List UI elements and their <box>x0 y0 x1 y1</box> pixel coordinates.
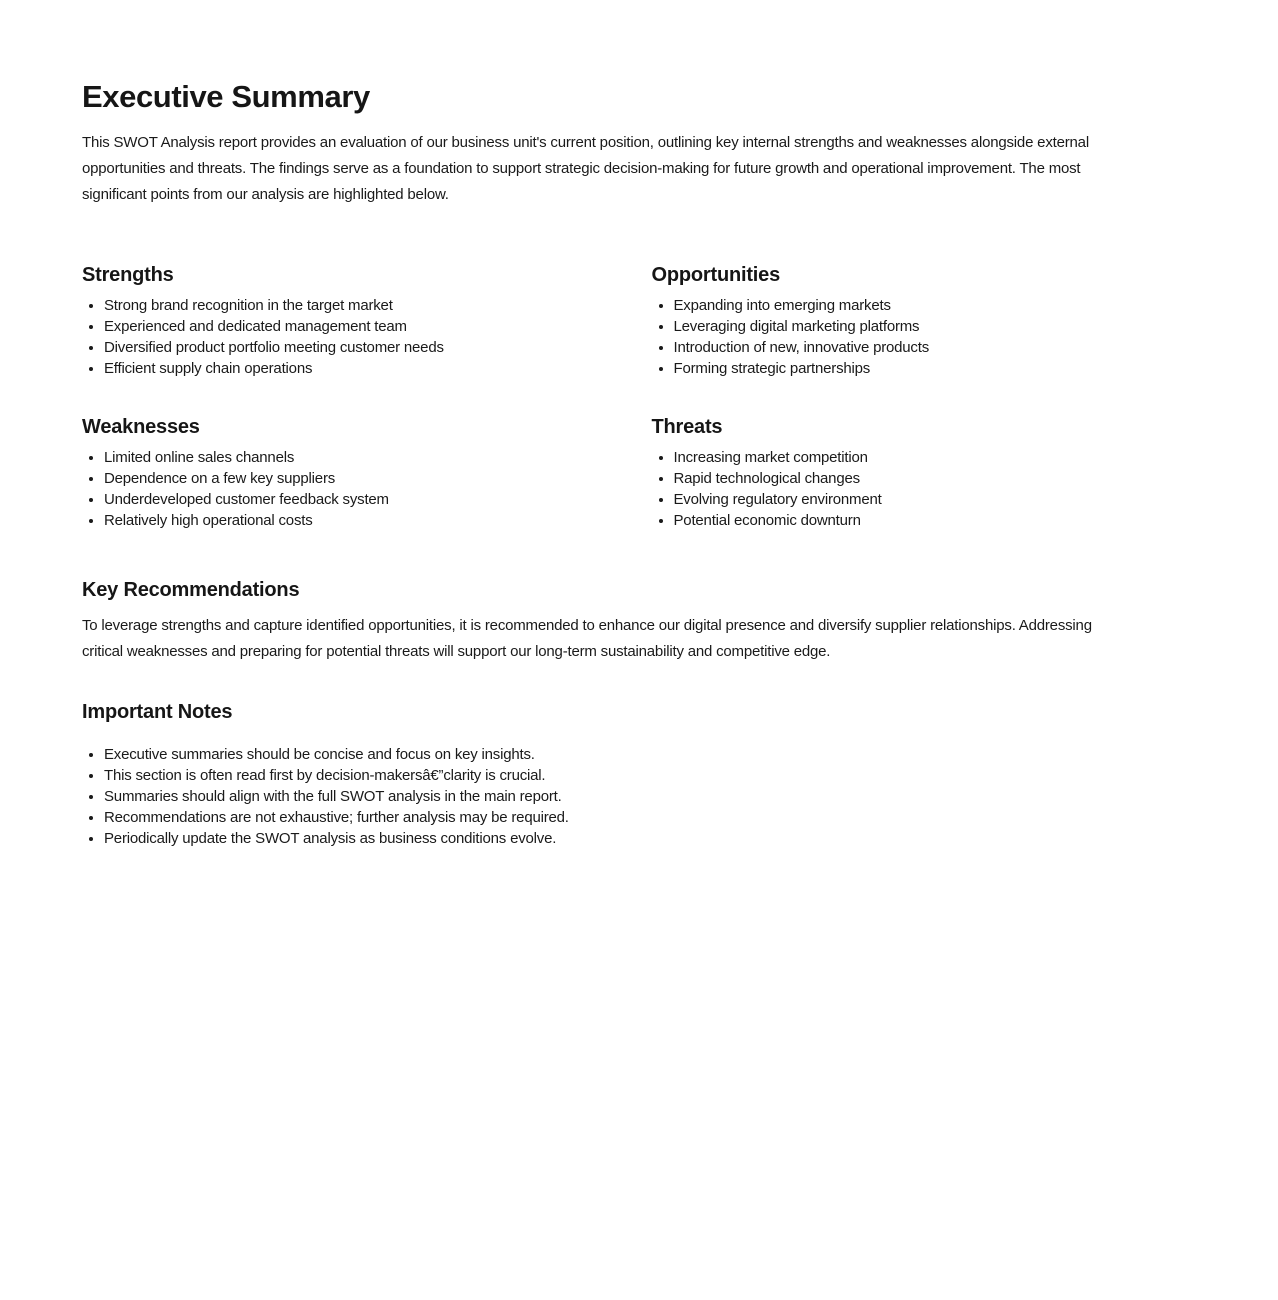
list-item: • Strong brand recognition in the target market <box>104 295 627 316</box>
list-item: • Efficient supply chain operations <box>104 358 627 379</box>
list-item: • Introduction of new, innovative products <box>674 337 1197 358</box>
list-item: • Underdeveloped customer feedback system <box>104 489 627 510</box>
weaknesses-list <box>82 447 627 531</box>
list-item: • Experienced and dedicated management team <box>104 316 627 337</box>
section-threats <box>652 415 1197 531</box>
swot-grid <box>82 263 1196 531</box>
list-item: • Forming strategic partnerships <box>674 358 1197 379</box>
list-item: • Executive summaries should be concise and focus on key insights. <box>104 744 1196 765</box>
list-item: • Evolving regulatory environment <box>674 489 1197 510</box>
section-heading-important-notes: Important Notes <box>82 701 233 723</box>
list-item: • Summaries should align with the full SWOT analysis in the main report. <box>104 786 1196 807</box>
section-strengths <box>82 263 627 379</box>
list-item: • Increasing market competition <box>674 447 1197 468</box>
section-heading-strengths: Strengths <box>82 264 174 286</box>
recommendations-line: To leverage strengths and capture identified opportunities, it is recommended to enhance our digital presence and diversify supplier relationships. Addressing <box>82 617 1092 634</box>
list-item: • Leveraging digital marketing platforms <box>674 316 1197 337</box>
list-item: • Periodically update the SWOT analysis as business conditions evolve. <box>104 828 1196 849</box>
section-heading-opportunities: Opportunities <box>651 264 781 286</box>
list-item: • Potential economic downturn <box>674 510 1197 531</box>
intro-line: This SWOT Analysis report provides an evaluation of our business unit's current position, outlining key internal strengths and weaknesses alongside external <box>82 134 1089 151</box>
list-item: • Relatively high operational costs <box>104 510 627 531</box>
list-item: • This section is often read first by decision-makersâ€”clarity is crucial. <box>104 765 1196 786</box>
recommendations-line: critical weaknesses and preparing for potential threats will support our long-term sustainability and competitive edge. <box>82 643 831 660</box>
list-item: • Rapid technological changes <box>674 468 1197 489</box>
threats-list <box>652 447 1197 531</box>
section-heading-weaknesses: Weaknesses <box>82 416 200 438</box>
section-weaknesses <box>82 415 627 531</box>
opportunities-list <box>652 295 1197 379</box>
intro-paragraph <box>82 130 1196 208</box>
section-heading-threats: Threats <box>651 416 723 438</box>
important-notes-list <box>82 744 1196 849</box>
document-page <box>82 78 1196 849</box>
list-item: • Expanding into emerging markets <box>674 295 1197 316</box>
page-title: Executive Summary <box>82 79 370 114</box>
list-item: • Dependence on a few key suppliers <box>104 468 627 489</box>
list-item: • Recommendations are not exhaustive; further analysis may be required. <box>104 807 1196 828</box>
strengths-list <box>82 295 627 379</box>
section-heading-key-recommendations: Key Recommendations <box>82 579 300 601</box>
section-key-recommendations <box>82 578 1196 665</box>
intro-line: opportunities and threats. The findings serve as a foundation to support strategic decision-making for future growth and operational improvement. The most <box>82 160 1081 177</box>
list-item: • Diversified product portfolio meeting customer needs <box>104 337 627 358</box>
section-important-notes <box>82 700 1196 849</box>
list-item: • Limited online sales channels <box>104 447 627 468</box>
intro-line: significant points from our analysis are highlighted below. <box>82 186 449 203</box>
section-opportunities <box>652 263 1197 379</box>
recommendations-paragraph <box>82 613 1196 665</box>
